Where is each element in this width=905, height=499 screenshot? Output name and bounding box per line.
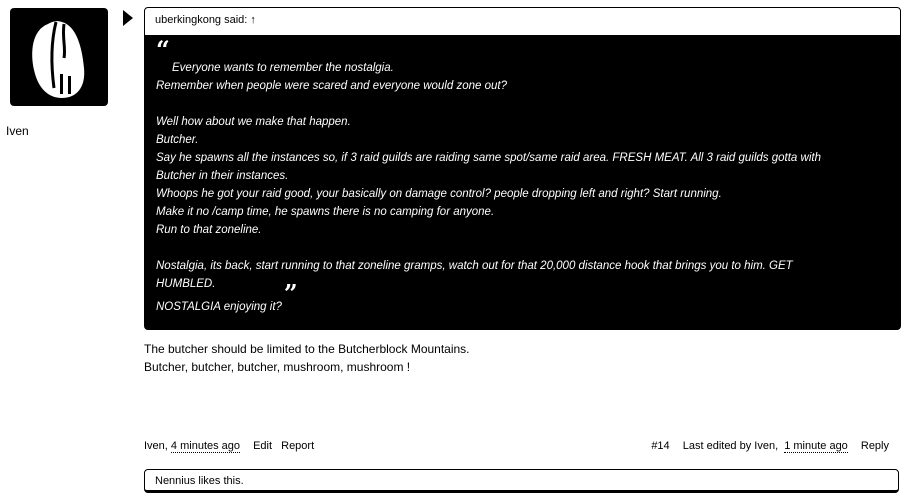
quote-line: Remember when people were scared and everyone would zone out? — [156, 80, 507, 92]
quote-line: HUMBLED. — [156, 278, 216, 290]
quote-line: Butcher. — [156, 134, 199, 146]
quote-blank — [156, 95, 890, 113]
up-arrow-icon[interactable]: ↑ — [250, 14, 256, 26]
message-line: Butcher, butcher, butcher, mushroom, mushroom ! — [144, 360, 411, 374]
post-footer-left — [144, 440, 320, 452]
message-line: The butcher should be limited to the Butcherblock Mountains. — [144, 342, 470, 356]
quote-line: Everyone wants to remember the nostalgia. — [172, 62, 394, 74]
quote-line: Say he spawns all the instances so, if 3 raid guilds are raiding same spot/same raid area. FRESH MEAT. All 3 raid guilds gotta with — [156, 152, 821, 164]
last-edited-label: Last edited by Iven, — [682, 440, 779, 452]
post-number[interactable]: #14 — [651, 440, 670, 452]
edit-link[interactable]: Edit — [253, 440, 273, 452]
quote-line: Butcher in their instances. — [156, 170, 289, 182]
likes-summary: Nennius likes this. — [144, 469, 899, 493]
open-quote-icon: “ — [156, 35, 170, 64]
quote-line: Nostalgia, its back, start running to that zoneline gramps, watch out for that 20,000 distance hook that brings you to him. GET — [156, 260, 793, 272]
footer-author[interactable]: Iven, — [144, 440, 168, 452]
quote-line: Whoops he got your raid good, your basically on damage control? people dropping left and right? Start running. — [156, 188, 722, 200]
edited-time[interactable]: 1 minute ago — [784, 440, 848, 452]
quote-line: Make it no /camp time, he spawns there is no camping for anyone. — [156, 206, 495, 218]
quote-blank — [156, 239, 890, 257]
quote-body — [145, 35, 900, 316]
username[interactable]: Iven — [6, 124, 29, 138]
avatar-image — [10, 8, 108, 106]
pointer-arrow-icon — [123, 10, 133, 26]
report-link[interactable]: Report — [281, 440, 315, 452]
quote-line: NOSTALGIA enjoying it? — [156, 301, 282, 313]
quote-line: Run to that zoneline. — [156, 224, 262, 236]
quote-author: uberkingkong said: — [155, 14, 248, 26]
post-footer-right — [651, 440, 889, 452]
quote-header — [145, 8, 900, 35]
post-time[interactable]: 4 minutes ago — [170, 440, 241, 452]
quote-block — [144, 7, 901, 330]
post-message — [144, 340, 470, 376]
close-quote-icon: ” — [283, 279, 298, 308]
quote-line: Well how about we make that happen. — [156, 116, 351, 128]
avatar[interactable] — [10, 8, 108, 106]
reply-link[interactable]: Reply — [860, 440, 889, 452]
